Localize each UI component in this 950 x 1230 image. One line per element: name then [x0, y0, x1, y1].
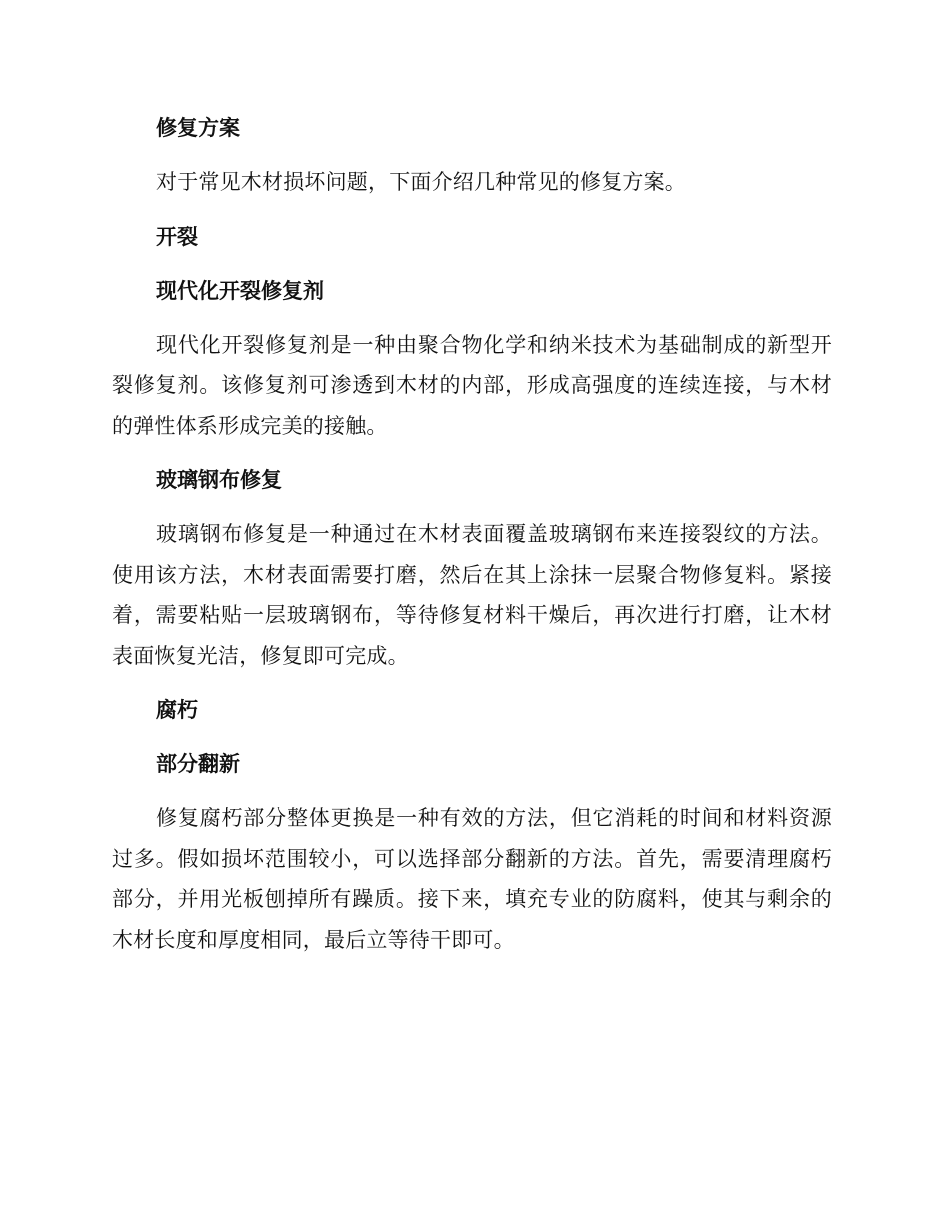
document-page	[112, 108, 832, 974]
heading-decay: 腐朽	[156, 698, 198, 722]
paragraph-partial-renovation: 修复腐朽部分整体更换是一种有效的方法，但它消耗的时间和材料资源过多。假如损坏范围较小，可以选择部分翻新的方法。首先，需要清理腐朽部分，并用光板刨掉所有躁质。接下来，填充专业的防腐料，使其与剩余的木材长度和厚度相同，最后立等待干即可。	[112, 806, 832, 952]
paragraph-intro: 对于常见木材损坏问题，下面介绍几种常见的修复方案。	[156, 170, 686, 194]
heading-cracking: 开裂	[156, 224, 198, 249]
heading-partial-renovation: 部分翻新	[156, 752, 240, 776]
heading-fiberglass-repair: 玻璃钢布修复	[156, 468, 282, 492]
heading-modern-crack-agent: 现代化开裂修复剂	[156, 278, 324, 303]
paragraph-fiberglass-repair: 玻璃钢布修复是一种通过在木材表面覆盖玻璃钢布来连接裂纹的方法。使用该方法，木材表面需要打磨，然后在其上涂抹一层聚合物修复料。紧接着，需要粘贴一层玻璃钢布，等待修复材料干燥后，再次进行打磨，让木材表面恢复光洁，修复即可完成。	[112, 522, 832, 668]
paragraph-modern-crack-agent: 现代化开裂修复剂是一种由聚合物化学和纳米技术为基础制成的新型开裂修复剂。该修复剂可渗透到木材的内部，形成高强度的连续连接，与木材的弹性体系形成完美的接触。	[112, 332, 832, 438]
heading-repair-plan: 修复方案	[156, 116, 240, 140]
